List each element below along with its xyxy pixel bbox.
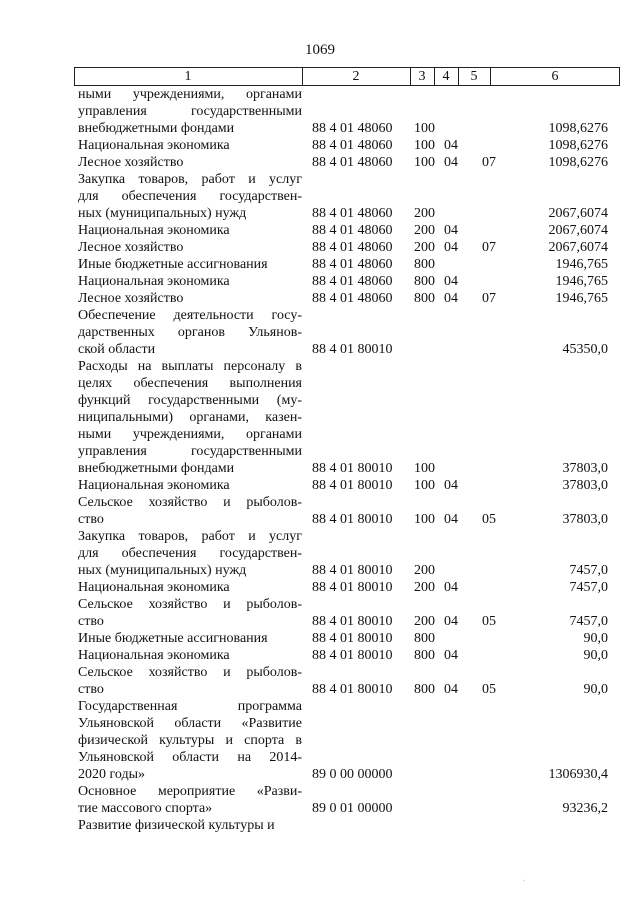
scan-speck: · [522, 876, 526, 887]
row-code: 88 4 01 48060 [312, 121, 393, 136]
row-amount: 7457,0 [569, 580, 608, 595]
row-code: 88 4 01 48060 [312, 274, 393, 289]
row-code: 88 4 01 80010 [312, 631, 393, 646]
table-row [74, 154, 620, 171]
row-col-5: 07 [482, 291, 496, 306]
description-line: ных (муниципальных) нужд [78, 563, 247, 578]
description-line: ниципальными) органами, казен- [78, 410, 302, 425]
row-code: 88 4 01 80010 [312, 461, 393, 476]
row-description [74, 239, 302, 256]
row-col-4: 04 [444, 274, 458, 289]
description-line: для обеспечения государствен- [78, 546, 302, 561]
table-row [74, 664, 620, 698]
row-description [74, 528, 302, 579]
description-line: дарственных органов Ульянов- [78, 325, 302, 340]
table-row [74, 477, 620, 494]
description-line: внебюджетными фондами [78, 461, 235, 476]
row-amount: 90,0 [583, 631, 608, 646]
description-line: Основное мероприятие «Разви- [78, 784, 302, 799]
row-description [74, 494, 302, 528]
description-line: Национальная экономика [78, 223, 230, 238]
table-row [74, 239, 620, 256]
description-line: управления государственными [78, 104, 302, 119]
row-col-4: 04 [444, 240, 458, 255]
description-line: Национальная экономика [78, 478, 230, 493]
row-col-4: 04 [444, 138, 458, 153]
row-code: 88 4 01 48060 [312, 223, 393, 238]
row-amount: 45350,0 [562, 342, 608, 357]
description-line: управления государственными [78, 444, 302, 459]
row-amount: 2067,6074 [548, 223, 608, 238]
row-col-3: 100 [414, 512, 435, 527]
table-row [74, 222, 620, 239]
row-col-5: 07 [482, 240, 496, 255]
description-line: Лесное хозяйство [78, 240, 184, 255]
description-line: ных (муниципальных) нужд [78, 206, 247, 221]
row-amount: 93236,2 [562, 801, 608, 816]
description-line: Закупка товаров, работ и услуг [78, 172, 302, 187]
description-line: функций государственными (му- [78, 393, 302, 408]
table-row [74, 630, 620, 647]
table-row [74, 783, 620, 817]
header-col-1: 1 [184, 69, 192, 84]
header-col-2: 2 [352, 69, 360, 84]
row-description [74, 664, 302, 698]
row-amount: 7457,0 [569, 563, 608, 578]
row-col-3: 800 [414, 291, 435, 306]
table-row [74, 698, 620, 783]
table-row [74, 307, 620, 358]
row-description [74, 647, 302, 664]
row-col-3: 100 [414, 461, 435, 476]
row-description [74, 171, 302, 222]
row-col-4: 04 [444, 478, 458, 493]
row-amount: 1306930,4 [548, 767, 608, 782]
row-code: 88 4 01 80010 [312, 580, 393, 595]
row-amount: 1946,765 [555, 257, 608, 272]
row-col-5: 05 [482, 512, 496, 527]
row-amount: 1098,6276 [548, 138, 608, 153]
row-code: 88 4 01 48060 [312, 138, 393, 153]
table-row [74, 596, 620, 630]
table-row [74, 579, 620, 596]
row-code: 88 4 01 80010 [312, 478, 393, 493]
row-code: 88 4 01 48060 [312, 155, 393, 170]
row-col-3: 800 [414, 682, 435, 697]
description-line: ными учреждениями, органами [78, 87, 302, 102]
description-line: Сельское хозяйство и рыболов- [78, 597, 302, 612]
description-line: Национальная экономика [78, 648, 230, 663]
row-col-4: 04 [444, 291, 458, 306]
row-description [74, 596, 302, 630]
description-line: Развитие физической культуры и [78, 818, 275, 833]
row-amount: 90,0 [583, 682, 608, 697]
description-line: Ульяновской области «Развитие [78, 716, 302, 731]
row-description [74, 817, 302, 834]
table-row [74, 647, 620, 664]
row-col-3: 800 [414, 274, 435, 289]
table-row [74, 256, 620, 273]
row-col-3: 100 [414, 478, 435, 493]
table-row [74, 817, 620, 834]
row-code: 88 4 01 80010 [312, 648, 393, 663]
table-row [74, 494, 620, 528]
row-amount: 37803,0 [562, 478, 608, 493]
row-description [74, 256, 302, 273]
description-line: Национальная экономика [78, 580, 230, 595]
description-line: внебюджетными фондами [78, 121, 235, 136]
row-col-3: 200 [414, 223, 435, 238]
row-col-3: 100 [414, 121, 435, 136]
row-col-3: 800 [414, 257, 435, 272]
row-col-3: 100 [414, 138, 435, 153]
row-col-3: 800 [414, 648, 435, 663]
description-line: ство [78, 512, 104, 527]
row-col-4: 04 [444, 614, 458, 629]
description-line: Государственная программа [78, 699, 302, 714]
description-line: Ульяновской области на 2014- [78, 750, 302, 765]
table-row [74, 273, 620, 290]
row-col-5: 07 [482, 155, 496, 170]
row-col-5: 05 [482, 614, 496, 629]
row-description [74, 477, 302, 494]
table-row [74, 171, 620, 222]
row-col-3: 200 [414, 563, 435, 578]
row-code: 88 4 01 48060 [312, 257, 393, 272]
row-description [74, 698, 302, 783]
description-line: для обеспечения государствен- [78, 189, 302, 204]
row-amount: 37803,0 [562, 461, 608, 476]
description-line: Лесное хозяйство [78, 291, 184, 306]
row-description [74, 307, 302, 358]
description-line: Сельское хозяйство и рыболов- [78, 665, 302, 680]
row-amount: 37803,0 [562, 512, 608, 527]
row-code: 88 4 01 80010 [312, 563, 393, 578]
row-col-4: 04 [444, 512, 458, 527]
row-code: 88 4 01 48060 [312, 206, 393, 221]
page-number: 1069 [305, 42, 335, 58]
header-col-5: 5 [470, 69, 478, 84]
row-description [74, 273, 302, 290]
column-divider [619, 68, 620, 85]
table-header [74, 67, 620, 86]
description-line: Сельское хозяйство и рыболов- [78, 495, 302, 510]
row-code: 88 4 01 48060 [312, 291, 393, 306]
row-col-3: 800 [414, 631, 435, 646]
row-code: 88 4 01 80010 [312, 512, 393, 527]
budget-table-body [74, 86, 620, 834]
row-col-3: 200 [414, 580, 435, 595]
row-amount: 7457,0 [569, 614, 608, 629]
row-col-3: 200 [414, 614, 435, 629]
row-amount: 1098,6276 [548, 155, 608, 170]
row-description [74, 222, 302, 239]
row-code: 89 0 00 00000 [312, 767, 393, 782]
row-description [74, 154, 302, 171]
description-line: Национальная экономика [78, 274, 230, 289]
row-col-5: 05 [482, 682, 496, 697]
row-amount: 2067,6074 [548, 240, 608, 255]
row-amount: 2067,6074 [548, 206, 608, 221]
description-line: тие массового спорта» [78, 801, 213, 816]
row-col-3: 100 [414, 155, 435, 170]
row-code: 88 4 01 80010 [312, 342, 393, 357]
row-col-4: 04 [444, 648, 458, 663]
header-col-4: 4 [442, 69, 450, 84]
row-col-4: 04 [444, 155, 458, 170]
row-description [74, 783, 302, 817]
table-row [74, 358, 620, 477]
header-col-3: 3 [418, 69, 426, 84]
table-row [74, 290, 620, 307]
row-description [74, 137, 302, 154]
row-code: 88 4 01 80010 [312, 614, 393, 629]
description-line: 2020 годы» [78, 767, 146, 782]
description-line: физической культуры и спорта в [78, 733, 302, 748]
description-line: ство [78, 682, 104, 697]
description-line: Национальная экономика [78, 138, 230, 153]
row-code: 89 0 01 00000 [312, 801, 393, 816]
row-amount: 1098,6276 [548, 121, 608, 136]
row-amount: 1946,765 [555, 291, 608, 306]
row-amount: 1946,765 [555, 274, 608, 289]
table-row [74, 137, 620, 154]
table-row [74, 86, 620, 137]
row-description [74, 290, 302, 307]
row-col-4: 04 [444, 223, 458, 238]
row-col-3: 200 [414, 206, 435, 221]
description-line: Лесное хозяйство [78, 155, 184, 170]
description-line: ными учреждениями, органами [78, 427, 302, 442]
row-description [74, 630, 302, 647]
row-col-3: 200 [414, 240, 435, 255]
description-line: Иные бюджетные ассигнования [78, 257, 268, 272]
description-line: Закупка товаров, работ и услуг [78, 529, 302, 544]
description-line: Обеспечение деятельности госу- [78, 308, 302, 323]
row-code: 88 4 01 48060 [312, 240, 393, 255]
row-col-4: 04 [444, 682, 458, 697]
description-line: целях обеспечения выполнения [78, 376, 302, 391]
description-line: Расходы на выплаты персоналу в [78, 359, 302, 374]
row-description [74, 86, 302, 137]
row-amount: 90,0 [583, 648, 608, 663]
description-line: Иные бюджетные ассигнования [78, 631, 268, 646]
row-description [74, 579, 302, 596]
row-description [74, 358, 302, 477]
row-code: 88 4 01 80010 [312, 682, 393, 697]
description-line: ство [78, 614, 104, 629]
header-col-6: 6 [551, 69, 559, 84]
row-col-4: 04 [444, 580, 458, 595]
table-row [74, 528, 620, 579]
description-line: ской области [78, 342, 156, 357]
